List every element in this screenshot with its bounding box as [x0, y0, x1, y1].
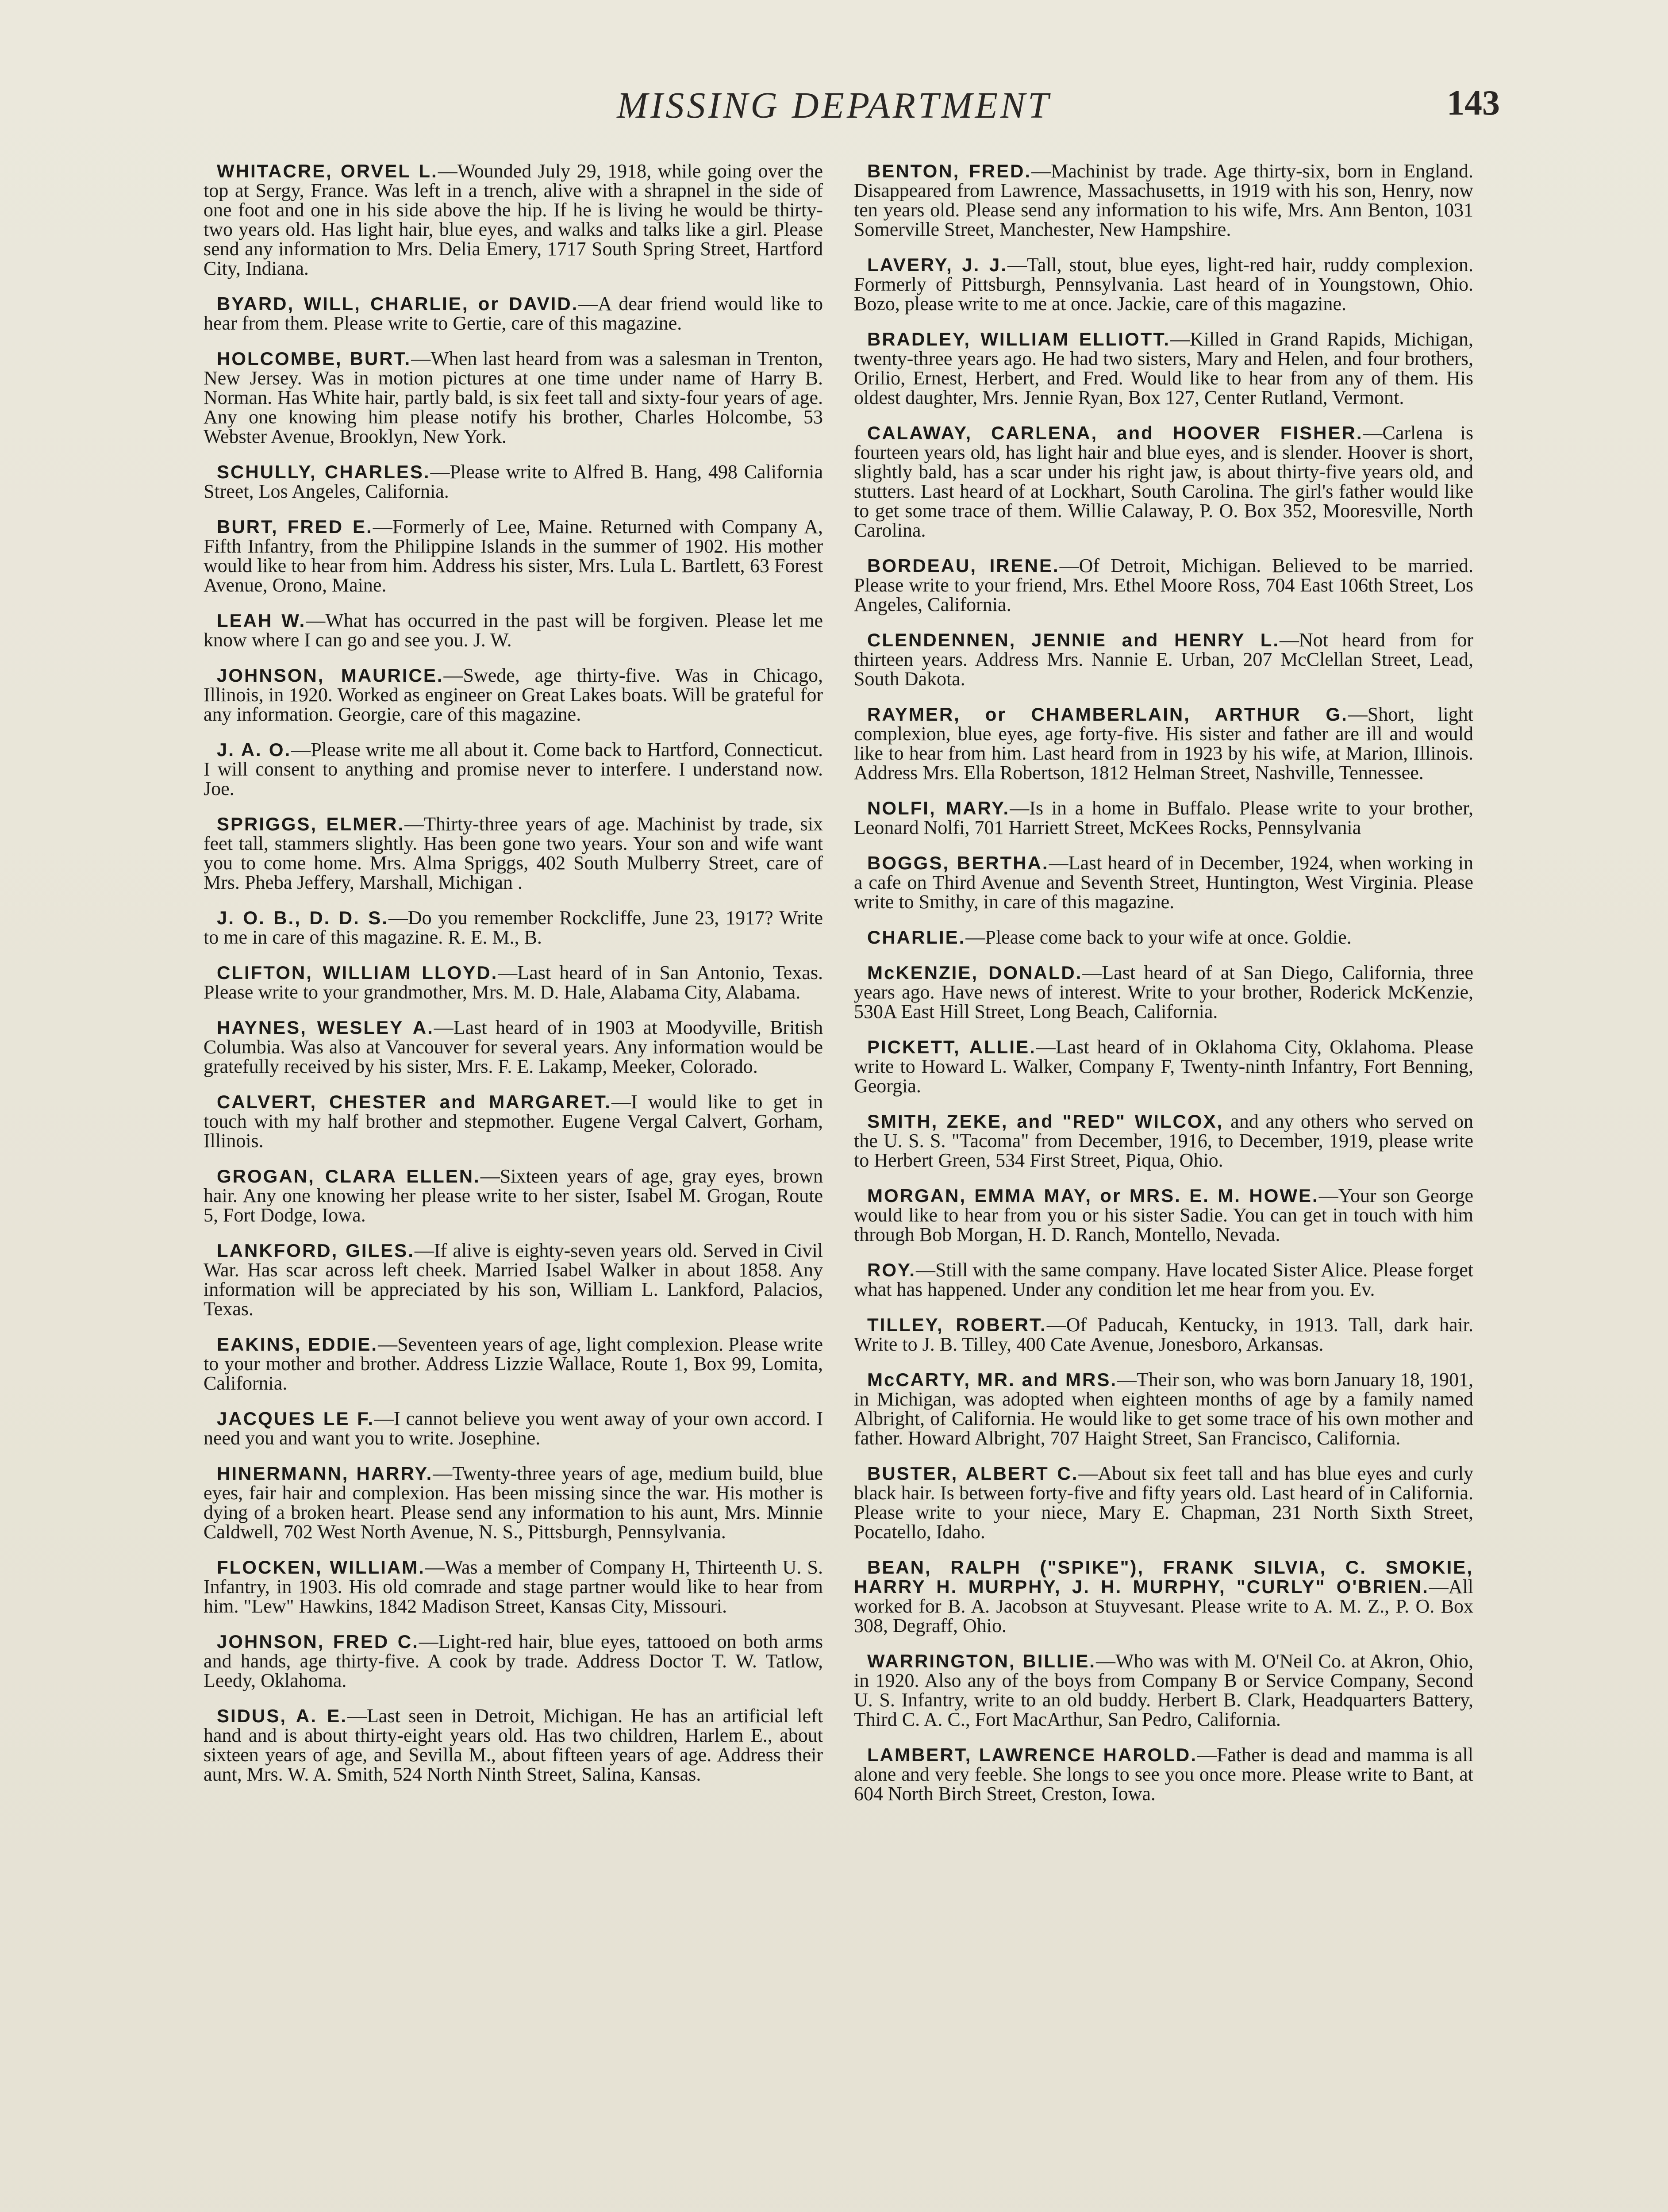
- notice-name: BRADLEY, WILLIAM ELLIOTT.: [867, 329, 1170, 349]
- notice-text: —Formerly of Lee, Maine. Returned with Company A, Fifth Infantry, from the Philippine Islands in the summer of 1902. His mother would like to hear from him. Address his sister, Mrs. Lula L. Bartlett, 63 Forest Avenue, Orono, Maine.: [204, 516, 823, 596]
- notice-text: —Their son, who was born January 18, 1901, in Michigan, was adopted when eighteen months of age by a family named Albright, of California. He would like to get some trace of his own mother and father. Howard Albright, 707 Haight Street, San Francisco, California.: [854, 1369, 1473, 1449]
- notice-name: JOHNSON, FRED C.: [217, 1631, 419, 1652]
- missing-notice: [204, 908, 823, 947]
- notice-text: —Still with the same company. Have located Sister Alice. Please forget what has happened. Under any condition let me hear from you. Ev.: [854, 1259, 1473, 1300]
- missing-notice: [854, 1745, 1473, 1804]
- notice-text: —Last heard of at San Diego, California, three years ago. Have news of interest. Write to your brother, Roderick McKenzie, 530A East Hill Street, Long Beach, California.: [854, 962, 1473, 1022]
- missing-notice: [204, 462, 823, 501]
- notice-text: —Was a member of Company H, Thirteenth U. S. Infantry, in 1903. His old comrade and stage partner would like to hear from him. "Lew" Hawkins, 1842 Madison Street, Kansas City, Missouri.: [204, 1556, 823, 1617]
- notice-name: BOGGS, BERTHA.: [867, 853, 1049, 873]
- page-number: 143: [1447, 84, 1500, 123]
- missing-notice: [854, 1315, 1473, 1354]
- missing-notice: [204, 1335, 823, 1393]
- notice-text: —Of Paducah, Kentucky, in 1913. Tall, dark hair. Write to J. B. Tilley, 400 Cate Avenue, Jonesboro, Arkansas.: [854, 1314, 1473, 1355]
- missing-notice: [854, 963, 1473, 1022]
- notice-name: CHARLIE.: [867, 927, 966, 948]
- notice-name: NOLFI, MARY.: [867, 798, 1010, 818]
- notice-name: CLIFTON, WILLIAM LLOYD.: [217, 962, 498, 983]
- missing-notice: [204, 1092, 823, 1151]
- notice-name: J. O. B., D. D. S.: [217, 907, 388, 928]
- missing-notice: [854, 799, 1473, 837]
- notice-text: —All worked for B. A. Jacobson at Stuyvesant. Please write to A. M. Z., P. O. Box 308, Degraff, Ohio.: [854, 1576, 1473, 1636]
- notice-text: —Do you remember Rockcliffe, June 23, 1917? Write to me in care of this magazine. R. E. M., B.: [204, 907, 823, 948]
- left-column: [204, 161, 823, 1800]
- notice-name: BYARD, WILL, CHARLIE, or DAVID.: [217, 293, 579, 314]
- missing-notice: [854, 1112, 1473, 1170]
- notice-name: JOHNSON, MAURICE.: [217, 665, 444, 686]
- notice-name: LANKFORD, GILES.: [217, 1240, 415, 1261]
- notice-name: SPRIGGS, ELMER.: [217, 814, 405, 834]
- notice-text: —Your son George would like to hear from you or his sister Sadie. You can get in touch with him through Bob Morgan, H. D. Ranch, Montello, Nevada.: [854, 1185, 1473, 1245]
- notice-name: WHITACRE, ORVEL L.: [217, 161, 438, 181]
- notice-text: —Is in a home in Buffalo. Please write to your brother, Leonard Nolfi, 701 Harriett Street, McKees Rocks, Pennsylvania: [854, 797, 1473, 838]
- missing-notice: [854, 1651, 1473, 1729]
- page-title: MISSING DEPARTMENT: [617, 85, 1051, 126]
- notice-text: —Please write to Alfred B. Hang, 498 California Street, Los Angeles, California.: [204, 461, 823, 502]
- notice-name: McKENZIE, DONALD.: [867, 962, 1083, 983]
- missing-notice: [204, 1464, 823, 1542]
- notice-name: ROY.: [867, 1260, 916, 1280]
- missing-notice: [204, 1409, 823, 1448]
- notice-text: —Machinist by trade. Age thirty-six, born in England. Disappeared from Lawrence, Massachusetts, in 1919 with his son, Henry, now ten years old. Please send any information to his wife, Mrs. Ann Benton, 1031 Somerville Street, Manchester, New Hampshire.: [854, 160, 1473, 240]
- notice-name: CLENDENNEN, JENNIE and HENRY L.: [867, 630, 1280, 650]
- missing-notice: [854, 928, 1473, 947]
- notice-text: —Last heard of in Oklahoma City, Oklahoma. Please write to Howard L. Walker, Company F, Twenty-ninth Infantry, Fort Benning, Georgia.: [854, 1036, 1473, 1097]
- notice-name: HAYNES, WESLEY A.: [217, 1017, 434, 1038]
- notice-name: PICKETT, ALLIE.: [867, 1037, 1036, 1057]
- notice-text: —A dear friend would like to hear from them. Please write to Gertie, care of this magazine.: [204, 293, 823, 334]
- notice-name: LAMBERT, LAWRENCE HAROLD.: [867, 1744, 1197, 1765]
- notice-name: CALVERT, CHESTER and MARGARET.: [217, 1091, 611, 1112]
- notice-text: —Killed in Grand Rapids, Michigan, twenty-three years ago. He had two sisters, Mary and Helen, and four brothers, Orilio, Ernest, Herbert, and Fred. Would like to hear from any of them. His oldest daughter, Mrs. Jennie Ryan, Box 127, Center Rutland, Vermont.: [854, 328, 1474, 408]
- notice-text: —Swede, age thirty-five. Was in Chicago, Illinois, in 1920. Worked as engineer on Great Lakes boats. Will be grateful for any information. Georgie, care of this magazine.: [204, 664, 823, 725]
- notice-text: —Please write me all about it. Come back to Hartford, Connecticut. I will consent to anything and promise never to interfere. I understand now. Joe.: [204, 739, 823, 799]
- missing-notice: [204, 666, 823, 724]
- missing-notice: [204, 1018, 823, 1076]
- missing-notice: [204, 814, 823, 892]
- notice-text: —Light-red hair, blue eyes, tattooed on both arms and hands, age thirty-five. A cook by trade. Address Doctor T. W. Tatlow, Leedy, Oklahoma.: [204, 1631, 823, 1691]
- notice-text: —Twenty-three years of age, medium build, blue eyes, fair hair and complexion. Has been missing since the war. His mother is dying of a broken heart. Please send any information to his aunt, Mrs. Minnie Caldwell, 702 West North Avenue, N. S., Pittsburgh, Pennsylvania.: [204, 1463, 823, 1543]
- notice-text: —What has occurred in the past will be forgiven. Please let me know where I can go and see you. J. W.: [204, 610, 823, 651]
- missing-notice: [854, 630, 1473, 689]
- notice-text: —I cannot believe you went away of your own accord. I need you and want you to write. Josephine.: [204, 1408, 823, 1449]
- notice-text: —Tall, stout, blue eyes, light-red hair, ruddy complexion. Formerly of Pittsburgh, Pennsylvania. Last heard of in Youngstown, Ohio. Bozo, please write to me at once. Jackie, care of this magazine.: [854, 254, 1474, 315]
- notice-name: BURT, FRED E.: [217, 516, 373, 537]
- notice-name: SMITH, ZEKE, and "RED" WILCOX,: [867, 1111, 1224, 1132]
- notice-name: RAYMER, or CHAMBERLAIN, ARTHUR G.: [867, 704, 1348, 725]
- missing-notice: [204, 517, 823, 595]
- notice-name: LAVERY, J. J.: [867, 254, 1007, 275]
- missing-notice: [204, 1632, 823, 1690]
- notice-text: —Last heard of in San Antonio, Texas. Please write to your grandmother, Mrs. M. D. Hale, Alabama City, Alabama.: [204, 962, 823, 1003]
- notice-text: —When last heard from was a salesman in Trenton, New Jersey. Was in motion pictures at one time under name of Harry B. Norman. Has White hair, partly bald, is six feet tall and sixty-four years of age. Any one knowing him please notify his brother, Charles Holcombe, 53 Webster Avenue, Brooklyn, New York.: [204, 348, 823, 447]
- notice-name: JACQUES LE F.: [217, 1408, 374, 1429]
- notice-text: —Father is dead and mamma is all alone and very feeble. She longs to see you once more. Please write to Bant, at 604 North Birch Street, Creston, Iowa.: [854, 1744, 1473, 1805]
- missing-notice: [204, 1558, 823, 1616]
- notice-text: —Not heard from for thirteen years. Address Mrs. Nannie E. Urban, 207 McClellan Street, Lead, South Dakota.: [854, 629, 1473, 690]
- notice-name: BORDEAU, IRENE.: [867, 555, 1060, 576]
- notice-name: GROGAN, CLARA ELLEN.: [217, 1166, 480, 1187]
- notice-text: —Who was with M. O'Neil Co. at Akron, Ohio, in 1920. Also any of the boys from Company B or Service Company, Second U. S. Infantry, write to an old buddy. Herbert B. Clark, Headquarters Battery, Third C. A. C., Fort MacArthur, San Pedro, California.: [854, 1650, 1473, 1730]
- missing-notice: [204, 161, 823, 278]
- missing-notice: [854, 1370, 1473, 1448]
- notice-text: —Last heard of in 1903 at Moodyville, British Columbia. Was also at Vancouver for several years. Any information would be gratefully received by his sister, Mrs. F. E. Lakamp, Meeker, Colorado.: [204, 1017, 823, 1077]
- notice-name: WARRINGTON, BILLIE.: [867, 1651, 1096, 1671]
- missing-notice: [204, 294, 823, 333]
- notice-text: —Last seen in Detroit, Michigan. He has an artificial left hand and is about thirty-eight years old. Has two children, Harlem E., about sixteen years of age, and Sevilla M., about fifteen years of age. Address their aunt, Mrs. W. A. Smith, 524 North Ninth Street, Salina, Kansas.: [204, 1705, 823, 1785]
- notice-text: —If alive is eighty-seven years old. Served in Civil War. Has scar across left cheek. Married Isabel Walker in about 1858. Any information will be appreciated by his son, William L. Lankford, Palacios, Texas.: [204, 1240, 823, 1320]
- notice-name: CALAWAY, CARLENA, and HOOVER FISHER.: [867, 422, 1363, 443]
- notice-text: —Of Detroit, Michigan. Believed to be married. Please write to your friend, Mrs. Ethel Moore Ross, 704 East 106th Street, Los Angeles, California.: [854, 555, 1474, 615]
- right-column: [854, 161, 1473, 1820]
- missing-notice: [854, 255, 1473, 314]
- missing-notice: [854, 1464, 1473, 1542]
- notice-text: and any others who served on the U. S. S. "Tacoma" from December, 1916, to December, 1919, please write to Herbert Green, 534 First Street, Piqua, Ohio.: [854, 1110, 1473, 1171]
- missing-notice: [854, 1260, 1473, 1299]
- missing-notice: [204, 1167, 823, 1225]
- missing-notice: [204, 740, 823, 799]
- notice-name: BUSTER, ALBERT C.: [867, 1463, 1079, 1484]
- missing-notice: [204, 349, 823, 446]
- missing-notice: [854, 705, 1473, 783]
- missing-notice: [854, 161, 1473, 239]
- notice-name: MORGAN, EMMA MAY, or MRS. E. M. HOWE.: [867, 1185, 1319, 1206]
- notice-text: —Sixteen years of age, gray eyes, brown hair. Any one knowing her please write to her sister, Isabel M. Grogan, Route 5, Fort Dodge, Iowa.: [204, 1165, 823, 1226]
- notice-name: SCHULLY, CHARLES.: [217, 461, 430, 482]
- notice-name: HINERMANN, HARRY.: [217, 1463, 433, 1484]
- missing-notice: [204, 611, 823, 650]
- missing-notice: [854, 1186, 1473, 1244]
- notice-text: —Short, light complexion, blue eyes, age forty-five. His sister and father are ill and would like to hear from him. Last heard from in 1923 by his wife, at Marion, Illinois. Address Mrs. Ella Robertson, 1812 Helman Street, Nashville, Tennessee.: [854, 703, 1473, 783]
- notice-name: HOLCOMBE, BURT.: [217, 348, 411, 369]
- notice-name: TILLEY, ROBERT.: [867, 1314, 1047, 1335]
- notice-name: FLOCKEN, WILLIAM.: [217, 1557, 425, 1578]
- missing-notice: [854, 423, 1473, 540]
- notice-text: —Seventeen years of age, light complexion. Please write to your mother and brother. Address Lizzie Wallace, Route 1, Box 99, Lomita, California.: [204, 1333, 823, 1394]
- notice-name: LEAH W.: [217, 610, 306, 631]
- notice-name: SIDUS, A. E.: [217, 1705, 347, 1726]
- notice-name: McCARTY, MR. and MRS.: [867, 1369, 1118, 1390]
- missing-notice: [854, 1037, 1473, 1096]
- notice-text: —Thirty-three years of age. Machinist by trade, six feet tall, stammers slightly. Has been gone two years. Your son and wife want you to come home. Mrs. Alma Spriggs, 402 South Mulberry Street, care of Mrs. Pheba Jeffery, Marshall, Michigan .: [204, 813, 823, 893]
- missing-notice: [204, 1706, 823, 1784]
- missing-notice: [854, 330, 1473, 407]
- notice-name: EAKINS, EDDIE.: [217, 1334, 378, 1355]
- missing-notice: [854, 853, 1473, 912]
- missing-notice: [854, 556, 1473, 614]
- notice-text: —I would like to get in touch with my half brother and stepmother. Eugene Vergal Calvert, Gorham, Illinois.: [204, 1091, 823, 1152]
- missing-notice: [854, 1558, 1473, 1636]
- notice-name: BENTON, FRED.: [867, 161, 1032, 181]
- notice-text: —Wounded July 29, 1918, while going over the top at Sergy, France. Was left in a trench, alive with a shrapnel in the side of one foot and one in his side above the hip. If he is living he would be thirty-two years old. Has light hair, blue eyes, and walks and talks like a girl. Please send any information to Mrs. Delia Emery, 1717 South Spring Street, Hartford City, Indiana.: [204, 160, 823, 279]
- notice-name: J. A. O.: [217, 739, 292, 760]
- notice-text: —Last heard of in December, 1924, when working in a cafe on Third Avenue and Seventh Street, Huntington, West Virginia. Please write to Smithy, in care of this magazine.: [854, 852, 1473, 913]
- missing-notice: [204, 963, 823, 1002]
- notice-text: —Please come back to your wife at once. Goldie.: [965, 926, 1352, 948]
- notice-name: BEAN, RALPH ("SPIKE"), FRANK SILVIA, C. SMOKIE, HARRY H. MURPHY, J. H. MURPHY, "CURLY" O'BRIEN.: [854, 1557, 1473, 1597]
- missing-notice: [204, 1241, 823, 1319]
- notice-text: —About six feet tall and has blue eyes and curly black hair. Is between forty-five and fifty years old. Last heard of in California. Please write to your niece, Mary E. Chapman, 231 North Sixth Street, Pocatello, Idaho.: [854, 1463, 1473, 1543]
- notice-text: —Carlena is fourteen years old, has light hair and blue eyes, and is slender. Hoover is short, slightly bald, has a scar under his right jaw, is about thirty-five years old, and stutters. Last heard of at Lockhart, South Carolina. The girl's father would like to get some trace of them. Willie Calaway, P. O. Box 352, Mooresville, North Carolina.: [854, 422, 1473, 541]
